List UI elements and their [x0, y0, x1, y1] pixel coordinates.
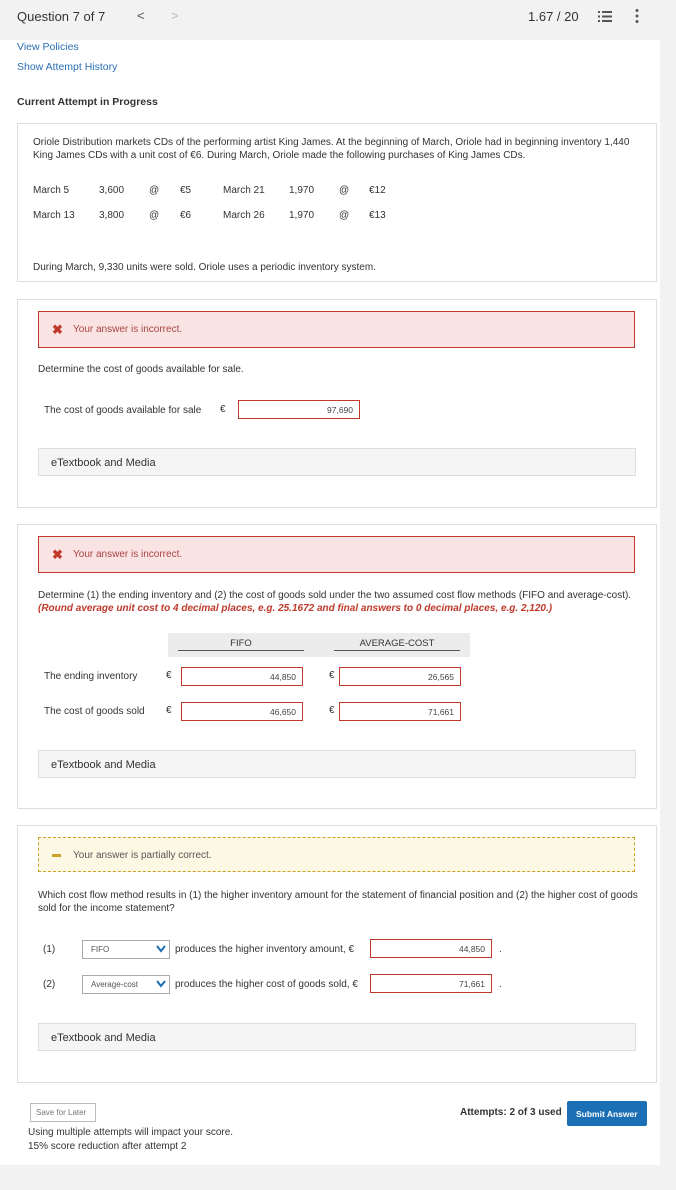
- question-intro: Oriole Distribution markets CDs of the performing artist King James. At the beginning of March, Oriole had in beginning inventory 1,440 King James CDs with a unit cost of €6. During March, Oriole made the following purchases of King James CDs.: [33, 137, 630, 161]
- cogas-label: The cost of goods available for sale: [44, 405, 202, 416]
- higher-cogs-input[interactable]: 71,661: [370, 974, 492, 993]
- cogs-fifo-input[interactable]: 46,650: [181, 702, 303, 721]
- purchase-cost: €5: [180, 185, 192, 196]
- table-header: [168, 633, 470, 657]
- incorrect-banner: [38, 536, 635, 573]
- purchase-date: March 21: [223, 185, 265, 196]
- cogs-avg-input[interactable]: 71,661: [339, 702, 461, 721]
- purchase-at: @: [149, 210, 160, 221]
- currency-symbol: €: [220, 404, 226, 415]
- incorrect-banner: [38, 311, 635, 348]
- part-2-panel: [17, 524, 657, 809]
- part-2-prompt: [38, 589, 638, 615]
- part-3-prompt: Which cost flow method results in (1) the higher inventory amount for the statement of financial position and (2) the higher cost of goods sold for the income statement?: [38, 890, 638, 914]
- purchase-units: 1,970: [289, 210, 315, 221]
- prompt-text: Determine (1) the ending inventory and (2) the cost of goods sold under the two assumed cost flow methods (FIFO and average-cost).: [38, 590, 632, 601]
- part-3-panel: [17, 825, 657, 1083]
- units-sold-text: During March, 9,330 units were sold. Oriole uses a periodic inventory system.: [33, 262, 376, 273]
- save-for-later-button[interactable]: Save for Later: [30, 1103, 96, 1122]
- purchase-units: 1,970: [289, 185, 315, 196]
- higher-inventory-input[interactable]: 44,850: [370, 939, 492, 958]
- purchase-date: March 26: [223, 210, 265, 221]
- average-cost-header: AVERAGE-COST: [334, 638, 460, 651]
- row-number: (2): [43, 979, 56, 990]
- view-policies-link[interactable]: View Policies: [17, 41, 79, 53]
- list-icon[interactable]: [598, 10, 612, 23]
- question-counter: Question 7 of 7: [17, 9, 106, 24]
- purchase-date: March 13: [33, 210, 75, 221]
- ending-inventory-label: The ending inventory: [44, 671, 138, 682]
- purchase-cost: €13: [369, 210, 386, 221]
- selected-method: FIFO: [91, 945, 110, 954]
- purchase-units: 3,800: [99, 210, 125, 221]
- current-attempt-heading: Current Attempt in Progress: [17, 96, 158, 108]
- attempts-counter: Attempts: 2 of 3 used: [460, 1107, 562, 1118]
- higher-cogs-method-select[interactable]: [82, 975, 170, 994]
- higher-inventory-text: produces the higher inventory amount, €: [175, 944, 354, 955]
- purchase-at: @: [149, 185, 160, 196]
- purchase-at: @: [339, 185, 350, 196]
- purchase-cost: €6: [180, 210, 192, 221]
- currency-symbol: €: [329, 670, 335, 681]
- partial-dash-icon: [52, 854, 61, 857]
- sentence-period: .: [499, 944, 502, 955]
- currency-symbol: €: [166, 705, 172, 716]
- part-1-panel: [17, 299, 657, 508]
- chevron-down-icon: [156, 945, 166, 953]
- etextbook-media-button[interactable]: eTextbook and Media: [38, 1023, 636, 1051]
- chevron-down-icon: [156, 980, 166, 988]
- currency-symbol: €: [166, 670, 172, 681]
- score-reduction-note: 15% score reduction after attempt 2: [28, 1141, 187, 1152]
- error-x-icon: ✖: [52, 322, 63, 337]
- cogas-input[interactable]: 97,690: [238, 400, 360, 419]
- next-question-button[interactable]: >: [171, 8, 179, 23]
- purchase-cost: €12: [369, 185, 386, 196]
- previous-question-button[interactable]: <: [137, 8, 145, 23]
- more-options-icon[interactable]: [634, 8, 640, 24]
- purchase-at: @: [339, 210, 350, 221]
- score-display: 1.67 / 20: [528, 9, 579, 24]
- cogs-label: The cost of goods sold: [44, 706, 145, 717]
- ending-inventory-avg-input[interactable]: 26,565: [339, 667, 461, 686]
- etextbook-media-button[interactable]: eTextbook and Media: [38, 750, 636, 778]
- attempts-warning: Using multiple attempts will impact your score.: [28, 1127, 234, 1138]
- higher-inventory-method-select[interactable]: [82, 940, 170, 959]
- row-number: (1): [43, 944, 56, 955]
- etextbook-media-button[interactable]: eTextbook and Media: [38, 448, 636, 476]
- fifo-header: FIFO: [178, 638, 304, 651]
- higher-cogs-text: produces the higher cost of goods sold, €: [175, 979, 358, 990]
- rounding-instructions: (Round average unit cost to 4 decimal places, e.g. 25.1672 and final answers to 0 decimal places, e.g. 2,120.): [38, 603, 553, 614]
- purchase-units: 3,600: [99, 185, 125, 196]
- ending-inventory-fifo-input[interactable]: 44,850: [181, 667, 303, 686]
- error-x-icon: ✖: [52, 547, 63, 562]
- partial-banner: [38, 837, 635, 872]
- sentence-period: .: [499, 979, 502, 990]
- incorrect-message: Your answer is incorrect.: [73, 549, 183, 560]
- incorrect-message: Your answer is incorrect.: [73, 324, 183, 335]
- purchase-date: March 5: [33, 185, 70, 196]
- part-1-prompt: Determine the cost of goods available for sale.: [38, 364, 244, 375]
- currency-symbol: €: [329, 705, 335, 716]
- submit-answer-button[interactable]: Submit Answer: [567, 1101, 647, 1126]
- partial-message: Your answer is partially correct.: [73, 850, 212, 861]
- show-attempt-history-link[interactable]: Show Attempt History: [17, 61, 118, 73]
- selected-method: Average-cost: [91, 980, 138, 989]
